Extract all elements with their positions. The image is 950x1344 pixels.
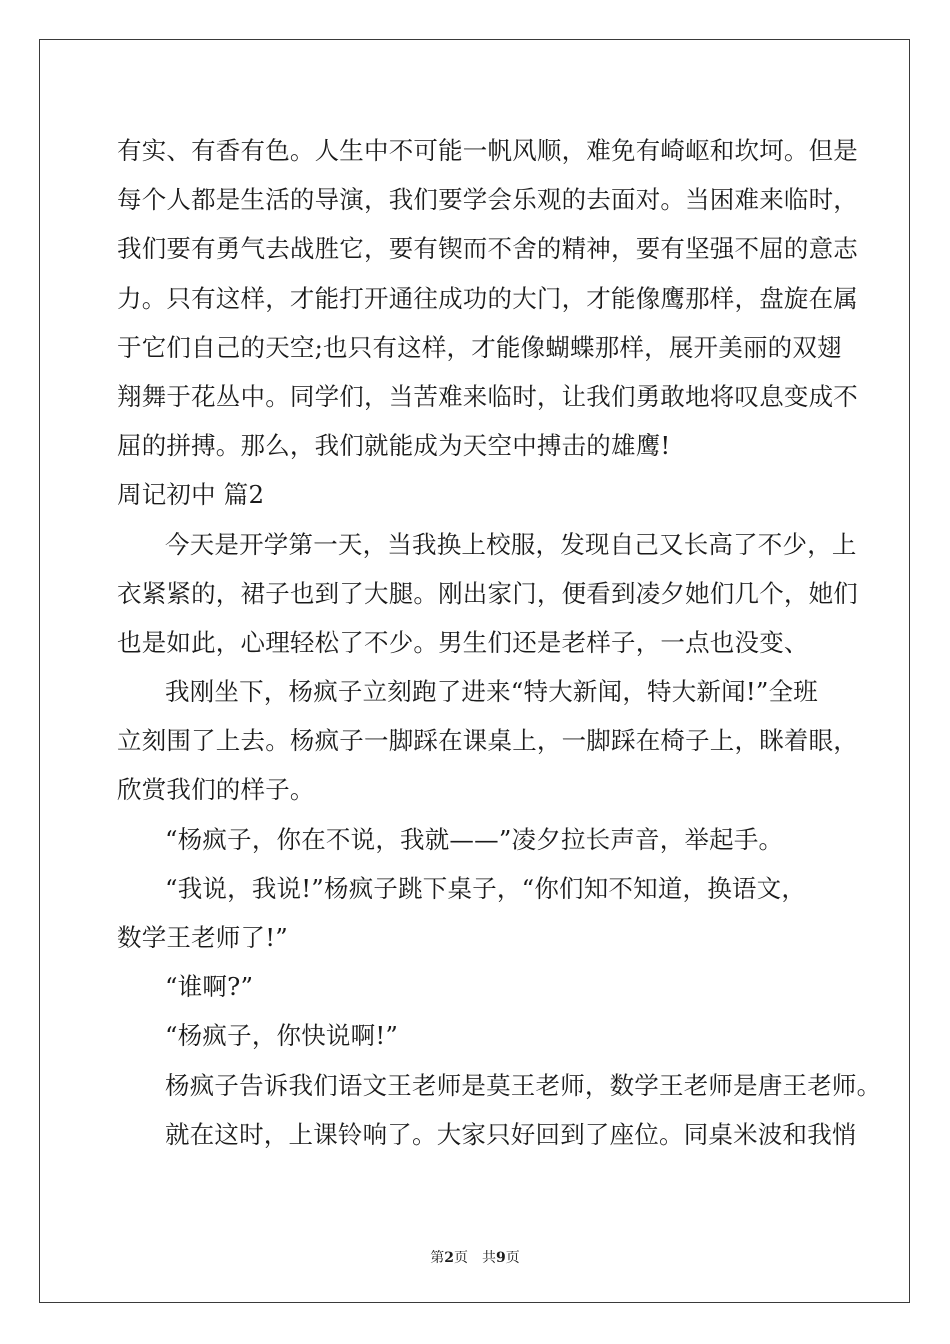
- text-line: 力。只有这样，才能打开通往成功的大门，才能像鹰那样，盘旋在属: [117, 283, 858, 313]
- total-label-suffix: 页: [505, 1250, 520, 1266]
- text-line: 今天是开学第一天，当我换上校服，发现自己又长高了不少，上: [165, 529, 857, 559]
- text-line: “杨疯子，你在不说，我就——”凌夕拉长声音，举起手。: [165, 824, 784, 854]
- document-body: [117, 126, 882, 1159]
- text-line: 衣紧紧的，裙子也到了大腿。刚出家门，便看到凌夕她们几个，她们: [117, 578, 858, 608]
- text-line: 翔舞于花丛中。同学们，当苦难来临时，让我们勇敢地将叹息变成不: [117, 381, 858, 411]
- total-pages: 9: [496, 1250, 506, 1266]
- text-line: 我刚坐下，杨疯子立刻跑了进来“特大新闻，特大新闻!”全班: [165, 677, 818, 707]
- text-line: 立刻围了上去。杨疯子一脚踩在课桌上，一脚踩在椅子上，眯着眼，: [117, 726, 858, 756]
- text-line: 杨疯子告诉我们语文王老师是莫王老师，数学王老师是唐王老师。: [165, 1070, 882, 1100]
- page-footer: [0, 1247, 950, 1267]
- text-line: 我们要有勇气去战胜它，要有锲而不舍的精神，要有坚强不屈的意志: [117, 234, 858, 264]
- page-label-suffix: 页: [454, 1250, 468, 1266]
- section-heading: 周记初中 篇2: [117, 480, 265, 510]
- text-line: 每个人都是生活的导演，我们要学会乐观的去面对。当困难来临时，: [117, 185, 858, 215]
- text-line: 有实、有香有色。人生中不可能一帆风顺，难免有崎岖和坎坷。但是: [117, 136, 858, 165]
- text-line: 屈的拼搏。那么，我们就能成为天空中搏击的雄鹰!: [117, 431, 671, 461]
- text-line: 就在这时，上课铃响了。大家只好回到了座位。同桌米波和我悄: [165, 1119, 857, 1149]
- text-line: “谁啊?”: [165, 972, 254, 1002]
- text-line: “我说，我说!”杨疯子跳下桌子，“你们知不知道，换语文，: [165, 873, 807, 903]
- text-line: 欣赏我们的样子。: [117, 775, 315, 805]
- text-line: 数学王老师了!”: [117, 923, 288, 952]
- total-label-prefix: 共: [482, 1250, 496, 1266]
- text-line: 于它们自己的天空;也只有这样，才能像蝴蝶那样，展开美丽的双翅: [117, 332, 842, 362]
- text-line: “杨疯子，你快说啊!”: [165, 1021, 399, 1051]
- text-line: 也是如此，心理轻松了不少。男生们还是老样子，一点也没变、: [117, 627, 809, 657]
- page-label-prefix: 第: [430, 1250, 445, 1266]
- page-number: 2: [444, 1250, 454, 1266]
